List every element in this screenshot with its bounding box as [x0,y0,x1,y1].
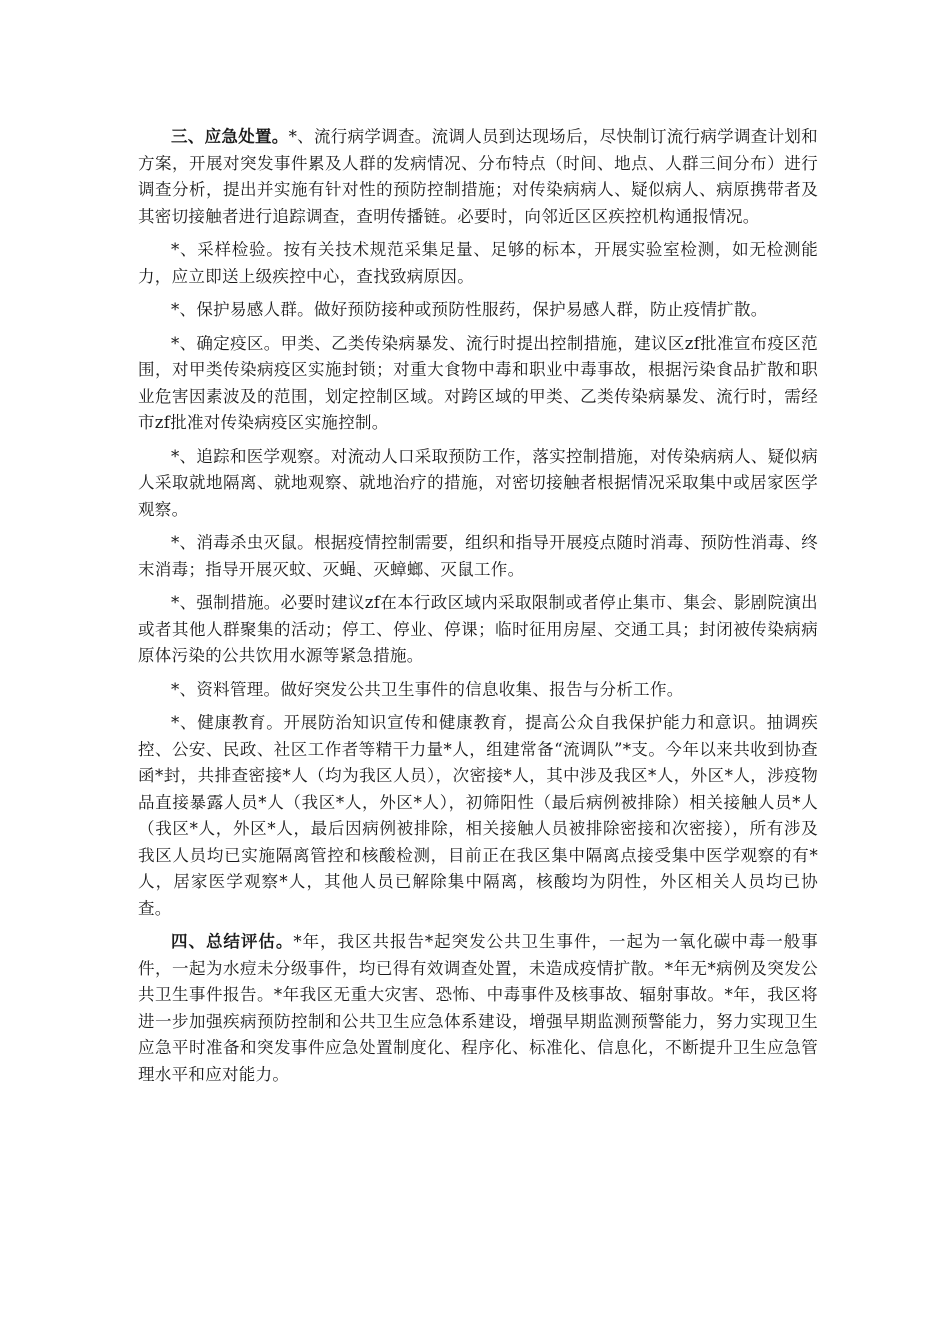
paragraph-text: *、流行病学调查。流调人员到达现场后，尽快制订流行病学调查计划和方案，开展对突发事件累及人群的发病情况、分布特点（时间、地点、人群三间分布）进行调查分析，提出并实施有针对性的预防控制措施；对传染病病人、疑似病人、病原携带者及其密切接触者进行追踪调查，查明传播链。必要时，向邻近区区疾控机构通报情况。 [138,127,818,226]
section-four-paragraph [138,929,818,1088]
paragraph-text: *、资料管理。做好突发公共卫生事件的信息收集、报告与分析工作。 [171,679,684,699]
tracking-observation-paragraph [138,444,818,524]
section-heading: 三、应急处置。 [171,127,289,146]
paragraph-text: *年，我区共报告*起突发公共卫生事件，一起为一氧化碳中毒一般事件，一起为水痘未分级事件，均已得有效调查处置，未造成疫情扩散。*年无*病例及突发公共卫生事件报告。*年我区无重大灾害、恐怖、中毒事件及核事故、辐射事故。*年，我区将进一步加强疾病预防控制和公共卫生应急体系建设，增强早期监测预警能力，努力实现卫生应急平时准备和突发事件应急处置制度化、程序化、标准化、信息化，不断提升卫生应急管理水平和应对能力。 [138,932,818,1084]
section-three-paragraph [138,124,818,230]
paragraph-text: *、健康教育。开展防治知识宣传和健康教育，提高公众自我保护能力和意识。抽调疾控、公安、民政、社区工作者等精干力量*人，组建常备“流调队”*支。今年以来共收到协查函*封，共排查密接*人（均为我区人员），次密接*人，其中涉及我区*人，外区*人，涉疫物品直接暴露人员*人（我区*人，外区*人），初筛阳性（最后病例被排除）相关接触人员*人（我区*人，外区*人，最后因病例被排除，相关接触人员被排除密接和次密接），所有涉及我区人员均已实施隔离管控和核酸检测，目前正在我区集中隔离点接受集中医学观察的有*人，居家医学观察*人，其他人员已解除集中隔离，核酸均为阴性，外区相关人员均已协查。 [138,713,818,918]
paragraph-text: *、追踪和医学观察。对流动人口采取预防工作，落实控制措施，对传染病病人、疑似病人采取就地隔离、就地观察、就地治疗的措施，对密切接触者根据情况采取集中或居家医学观察。 [138,446,818,519]
section-heading: 四、总结评估。 [171,932,294,951]
data-management-paragraph [138,677,818,704]
protect-population-paragraph [138,297,818,324]
document-body [138,124,818,1095]
mandatory-measures-paragraph [138,590,818,670]
epidemic-zone-paragraph [138,331,818,437]
health-education-paragraph [138,710,818,922]
paragraph-text: *、采样检验。按有关技术规范采集足量、足够的标本，开展实验室检测，如无检测能力，应立即送上级疾控中心，查找致病原因。 [138,240,818,286]
paragraph-text: *、保护易感人群。做好预防接种或预防性服药，保护易感人群，防止疫情扩散。 [171,300,768,319]
sampling-paragraph [138,237,818,290]
paragraph-text: *、消毒杀虫灭鼠。根据疫情控制需要，组织和指导开展疫点随时消毒、预防性消毒、终末消毒；指导开展灭蚊、灭蝇、灭蟑螂、灭鼠工作。 [138,533,818,579]
paragraph-text: *、强制措施。必要时建议zf在本行政区域内采取限制或者停止集市、集会、影剧院演出或者其他人群聚集的活动；停工、停业、停课；临时征用房屋、交通工具；封闭被传染病病原体污染的公共饮用水源等紧急措施。 [138,593,818,665]
paragraph-text: *、确定疫区。甲类、乙类传染病暴发、流行时提出控制措施，建议区zf批准宣布疫区范围，对甲类传染病疫区实施封锁；对重大食物中毒和职业中毒事故，根据污染食品扩散和职业危害因素波及的范围，划定控制区域。对跨区域的甲类、乙类传染病暴发、流行时，需经市zf批准对传染病疫区实施控制。 [138,333,818,432]
disinfection-paragraph [138,530,818,583]
